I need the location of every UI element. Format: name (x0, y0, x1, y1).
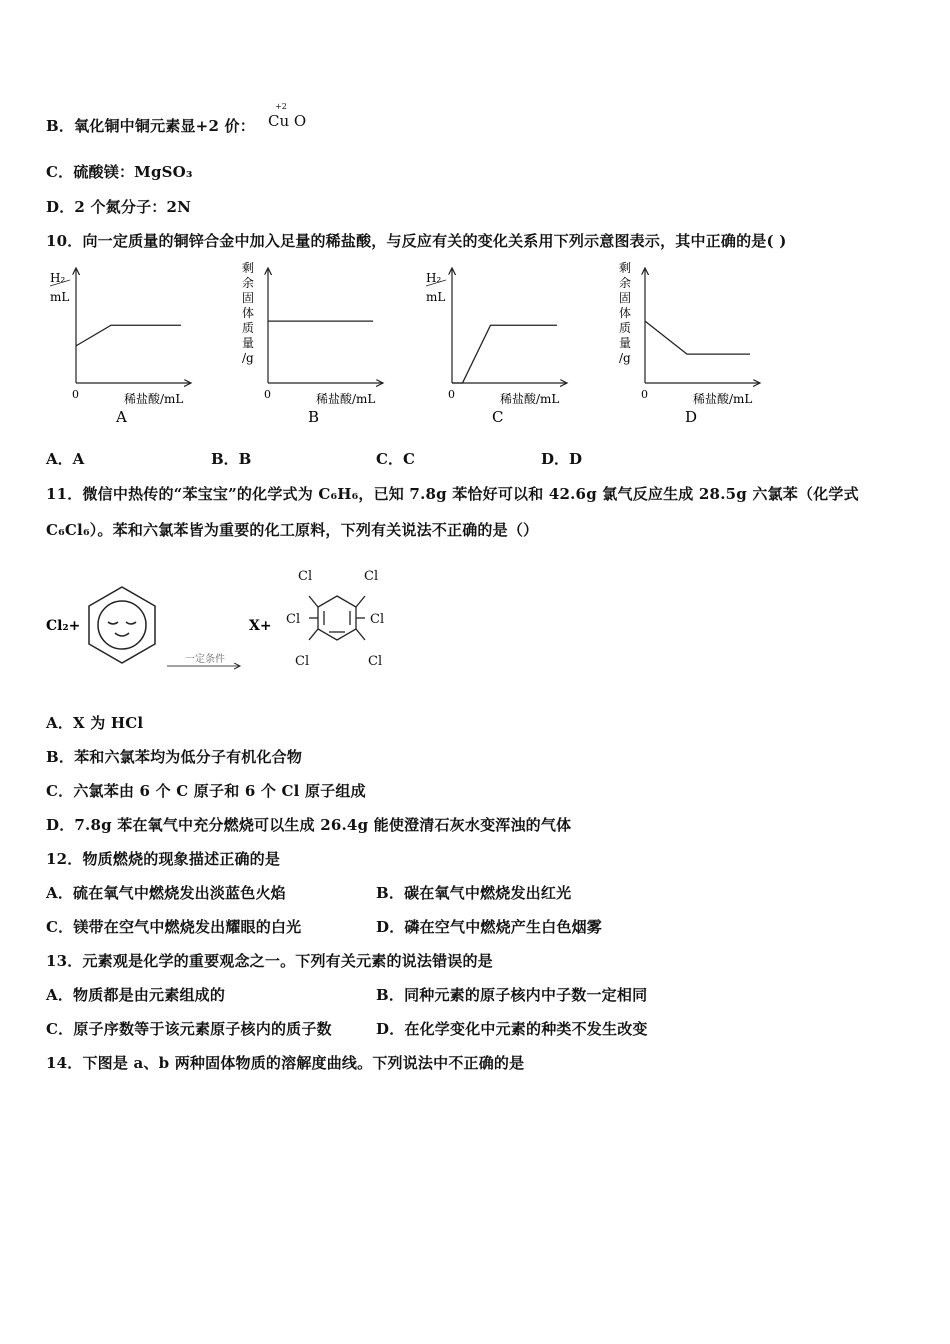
y-label: H₂ (426, 271, 442, 285)
cl-label: Cl (295, 654, 310, 669)
q11-reactant-label: Cl₂+ (46, 618, 81, 634)
q13-stem: 13．元素观是化学的重要观念之一。下列有关元素的说法错误的是 (46, 952, 493, 970)
cl-label: Cl (286, 612, 301, 627)
panel-label: B (308, 408, 320, 426)
x-axis-label: 稀盐酸/mL (124, 392, 184, 406)
y-label-char: 量 (619, 336, 632, 350)
panel-label: C (492, 408, 504, 426)
y-label-char: 余 (619, 276, 632, 290)
q12-option-a: A．硫在氧气中燃烧发出淡蓝色火焰 (46, 884, 286, 902)
q9-cuo-o: O (293, 112, 307, 130)
q9-option-c: C．硫酸镁：MgSO₃ (46, 163, 193, 181)
q14-stem: 14．下图是 a、b 两种固体物质的溶解度曲线。下列说法中不正确的是 (46, 1054, 525, 1072)
q13-option-d: D．在化学变化中元素的种类不发生改变 (376, 1020, 648, 1038)
q11-option-d: D．7.8g 苯在氧气中充分燃烧可以生成 26.4g 能使澄清石灰水变浑浊的气体 (46, 816, 572, 834)
y-label-char: 余 (242, 276, 255, 290)
hexachlorobenzene-molecule (309, 596, 365, 640)
q12-option-b: B．碳在氧气中燃烧发出红光 (376, 884, 572, 902)
chart-panel-b (242, 261, 383, 426)
chart-panel-d (619, 261, 760, 426)
q10-charts (0, 258, 950, 458)
origin-label: 0 (641, 388, 648, 401)
y-label-char: /g (619, 351, 631, 365)
q11-product-x: X+ (249, 618, 272, 634)
q9-option-d: D．2 个氮分子：2N (46, 198, 192, 216)
series-line (76, 325, 181, 346)
q11-stem-line1: 11．微信中热传的“苯宝宝”的化学式为 C₆H₆，已知 7.8g 苯恰好可以和 42.6g 氯气反应生成 28.5g 六氯苯（化学式 (46, 485, 859, 503)
q10-option-d: D．D (541, 450, 583, 468)
q9-option-b-text: B．氧化铜中铜元素显+2 价： (46, 117, 255, 135)
series-line (452, 325, 557, 383)
q9-cuo-valence: +2 (275, 102, 287, 111)
panel-label: A (116, 408, 127, 426)
y-label-char: 固 (619, 291, 632, 305)
q10-option-b: B．B (211, 450, 252, 468)
y-label-char: 体 (619, 306, 632, 320)
origin-label: 0 (448, 388, 455, 401)
q11-option-c: C．六氯苯由 6 个 C 原子和 6 个 Cl 原子组成 (46, 782, 366, 800)
origin-label: 0 (264, 388, 271, 401)
y-label-unit: mL (50, 290, 70, 304)
q13-option-a: A．物质都是由元素组成的 (46, 986, 226, 1004)
y-label-char: 体 (242, 306, 255, 320)
q9-cuo-formula (268, 102, 307, 130)
y-label-unit: mL (426, 290, 446, 304)
y-label-char: 剩 (619, 261, 632, 275)
cl-label: Cl (370, 612, 385, 627)
q10-option-c: C．C (376, 450, 415, 468)
cl-label: Cl (368, 654, 383, 669)
q10-stem: 10．向一定质量的铜锌合金中加入足量的稀盐酸，与反应有关的变化关系用下列示意图表示，其中正确的是( ) (46, 232, 787, 250)
x-axis-label: 稀盐酸/mL (693, 392, 753, 406)
y-label-char: /g (242, 351, 254, 365)
y-label-char: 质 (242, 321, 255, 335)
y-label-char: 固 (242, 291, 255, 305)
q10-option-a: A．A (46, 450, 85, 468)
q9-option-b (46, 115, 255, 136)
y-label-char: 量 (242, 336, 255, 350)
q12-stem: 12．物质燃烧的现象描述正确的是 (46, 850, 281, 868)
reaction-condition: 一定条件 (185, 654, 225, 665)
x-axis-label: 稀盐酸/mL (500, 392, 560, 406)
origin-label: 0 (72, 388, 79, 401)
chart-panel-a (50, 268, 191, 426)
cl-label: Cl (298, 569, 313, 584)
series-line (645, 321, 750, 354)
y-label-char: 剩 (242, 261, 255, 275)
q9-cuo-cu: Cu (268, 112, 290, 130)
chart-panel-c (426, 268, 567, 426)
y-label-char: 质 (619, 321, 632, 335)
x-axis-label: 稀盐酸/mL (316, 392, 376, 406)
cl-label: Cl (364, 569, 379, 584)
q11-stem-line2: C₆Cl₆）。苯和六氯苯皆为重要的化工原料，下列有关说法不正确的是（） (46, 521, 539, 539)
q13-option-b: B．同种元素的原子核内中子数一定相同 (376, 986, 648, 1004)
q12-option-d: D．磷在空气中燃烧产生白色烟雾 (376, 918, 603, 936)
q12-option-c: C．镁带在空气中燃烧发出耀眼的白光 (46, 918, 302, 936)
q11-reaction-diagram (0, 560, 950, 680)
y-label: H₂ (50, 271, 66, 285)
panel-label: D (685, 408, 698, 426)
benzene-molecule (89, 587, 155, 663)
q11-option-b: B．苯和六氯苯均为低分子有机化合物 (46, 748, 303, 766)
q13-option-c: C．原子序数等于该元素原子核内的质子数 (46, 1020, 332, 1038)
q11-option-a: A．X 为 HCl (46, 714, 144, 732)
